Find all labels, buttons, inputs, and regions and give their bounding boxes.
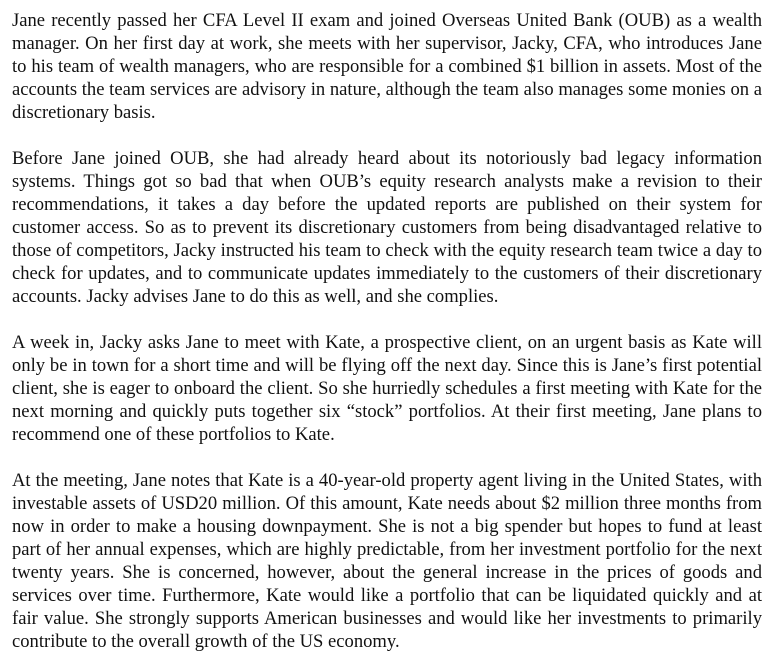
paragraph-3: A week in, Jacky asks Jane to meet with Kate, a prospective client, on an urgent basis as Kate will only be in town for a short time and will be flying off the next day. Since this is Jane’s first potential client, she is eager to onboard the client. So she hurriedly schedules a first meeting with Kate for the next morning and quickly puts together six “stock” portfolios. At their first meeting, Jane plans to recommend one of these portfolios to Kate. (12, 332, 762, 445)
paragraph-2: Before Jane joined OUB, she had already heard about its notoriously bad legacy information systems. Things got so bad that when OUB’s equity research analysts make a revision to their recommendations, it takes a day before the updated reports are published on their system for customer access. So as to prevent its discretionary customers from being disadvantaged relative to those of competitors, Jacky instructed his team to check with the equity research team twice a day to check for updates, and to communicate updates immediately to the customers of their discretionary accounts. Jacky advises Jane to do this as well, and she complies. (12, 148, 762, 307)
case-study-text (12, 9, 762, 653)
paragraph-4: At the meeting, Jane notes that Kate is a 40-year-old property agent living in the United States, with investable assets of USD20 million. Of this amount, Kate needs about $2 million three months from now in order to make a housing downpayment. She is not a big spender but hopes to fund at least part of her annual expenses, which are highly predictable, from her investment portfolio for the next twenty years. She is concerned, however, about the general increase in the prices of goods and services over time. Furthermore, Kate would like a portfolio that can be liquidated quickly and at fair value. She strongly supports American businesses and would like her investments to primarily contribute to the overall growth of the US economy. (12, 470, 762, 652)
paragraph-1: Jane recently passed her CFA Level II exam and joined Overseas United Bank (OUB) as a wealth manager. On her first day at work, she meets with her supervisor, Jacky, CFA, who introduces Jane to his team of wealth managers, who are responsible for a combined $1 billion in assets. Most of the accounts the team services are advisory in nature, although the team also manages some monies on a discretionary basis. (12, 10, 762, 123)
